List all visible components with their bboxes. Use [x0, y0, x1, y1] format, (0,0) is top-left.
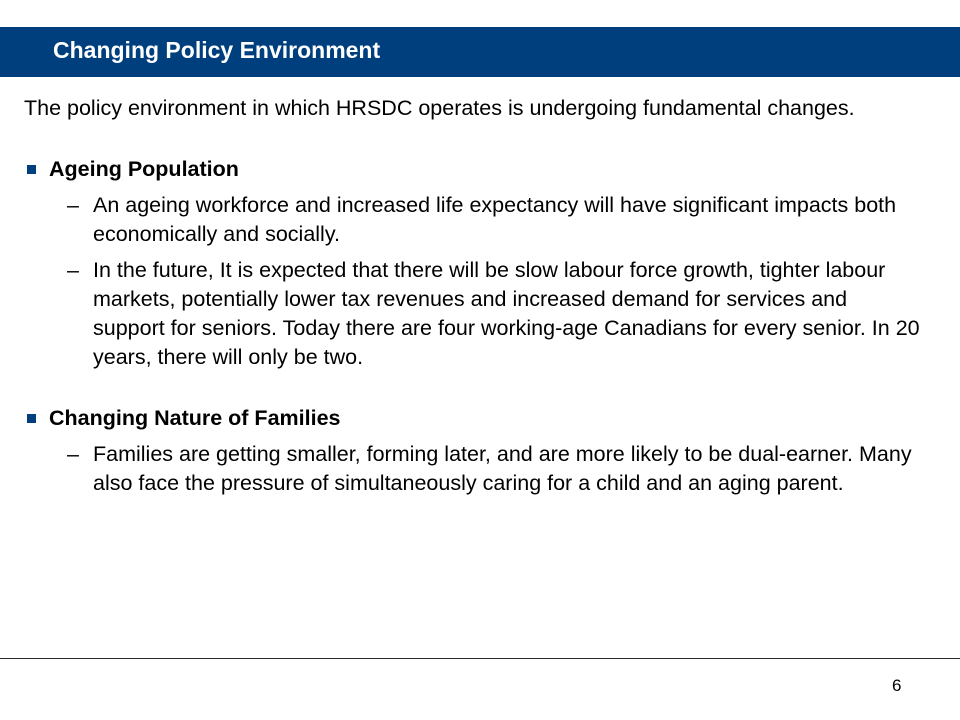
list-item-text: An ageing workforce and increased life expectancy will have significant impacts both economically and socially.: [93, 193, 897, 246]
list-item: [24, 440, 924, 498]
sub-item-list: [24, 191, 924, 372]
dash-marker: –: [67, 258, 79, 282]
section-heading: [24, 155, 924, 184]
slide-content: [24, 94, 924, 498]
slide-title: Changing Policy Environment: [53, 37, 381, 63]
footer-divider: [0, 658, 960, 659]
section-heading: [24, 404, 924, 433]
section-changing-nature-of-families: [24, 404, 924, 498]
section-heading-text: Changing Nature of Families: [49, 406, 341, 430]
square-bullet-icon: [27, 414, 36, 423]
list-item-text: In the future, It is expected that there will be slow labour force growth, tighter labour markets, potentially lower tax revenues and increased demand for services and support for seniors. Today there are four working-age Canadians for every senior. In 20 years, there will only be two.: [93, 258, 920, 369]
page-number: 6: [892, 676, 902, 695]
list-item: [24, 256, 924, 372]
sub-item-list: [24, 440, 924, 498]
section-heading-text: Ageing Population: [49, 157, 239, 181]
square-bullet-icon: [27, 165, 36, 174]
list-item: [24, 191, 924, 249]
dash-marker: –: [67, 442, 79, 466]
intro-paragraph: The policy environment in which HRSDC operates is undergoing fundamental changes.: [24, 96, 855, 120]
dash-marker: –: [67, 193, 79, 217]
section-ageing-population: [24, 155, 924, 372]
list-item-text: Families are getting smaller, forming later, and are more likely to be dual-earner. Many also face the pressure of simultaneously caring for a child and an aging parent.: [93, 442, 912, 495]
